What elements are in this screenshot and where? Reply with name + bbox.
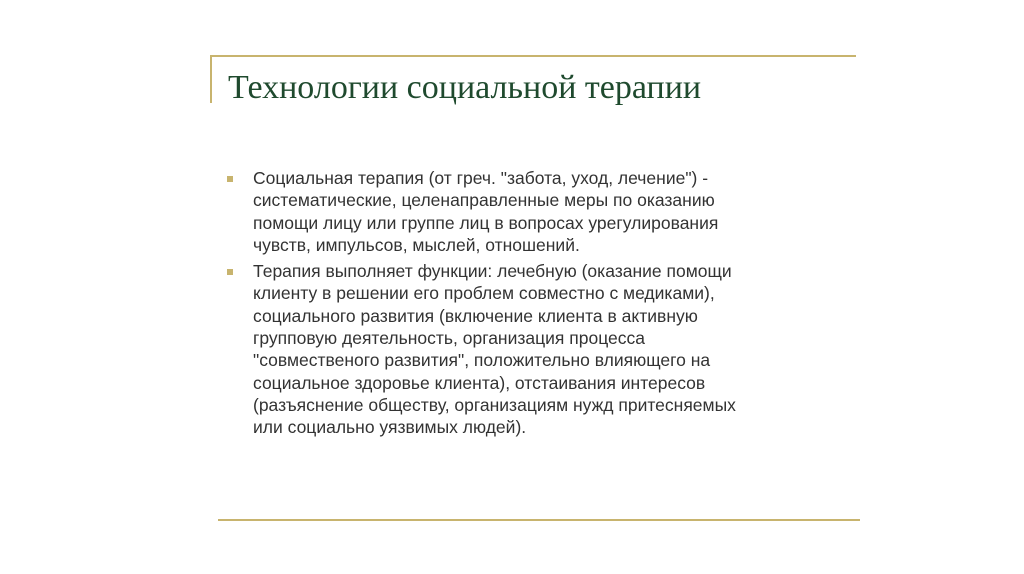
title-left-rule	[210, 55, 212, 103]
text-line: помощи лицу или группе лиц в вопросах урегулирования	[253, 212, 719, 233]
bullet-list	[226, 167, 836, 443]
text-line: "совмественого развития", положительно влияющего на	[253, 350, 711, 371]
text-line: или социально уязвимых людей).	[253, 417, 527, 438]
text-line: (разъяснение обществу, организациям нужд притесняемых	[253, 394, 736, 415]
text-line: Терапия выполняет функции: лечебную (оказание помощи	[253, 261, 732, 282]
title-top-rule	[210, 55, 856, 57]
text-line: систематические, целенаправленные меры по оказанию	[253, 190, 715, 211]
text-line: групповую деятельность, организация процесса	[253, 328, 645, 349]
text-line: Социальная терапия (от греч. "забота, уход, лечение") -	[253, 168, 709, 188]
square-bullet-icon	[227, 269, 233, 275]
bullet-text	[253, 167, 836, 256]
text-line: социальное здоровье клиента), отстаивания интересов	[253, 372, 706, 393]
bullet-item-definition	[226, 167, 836, 256]
text-line: социального развития (включение клиента в активную	[253, 305, 698, 326]
slide-title: Технологии социальной терапии	[228, 69, 702, 106]
footer-rule	[218, 519, 860, 521]
text-line: чувств, импульсов, мыслей, отношений.	[253, 234, 580, 255]
text-line: клиенту в решении его проблем совместно с медиками),	[253, 283, 715, 304]
bullet-item-functions	[226, 260, 836, 438]
bullet-text	[253, 260, 836, 438]
square-bullet-icon	[227, 176, 233, 182]
